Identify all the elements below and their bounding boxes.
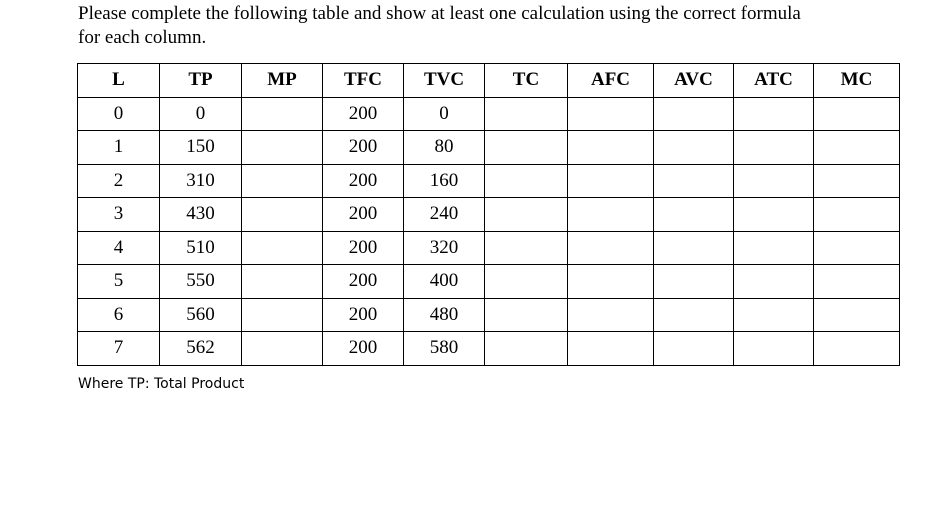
cell-atc[interactable]: [734, 131, 814, 165]
cell-tvc: 240: [404, 198, 485, 232]
cell-mp[interactable]: [242, 265, 323, 299]
cell-l: 2: [78, 164, 160, 198]
cell-mp[interactable]: [242, 131, 323, 165]
table-row: [78, 97, 900, 131]
cell-l: 7: [78, 332, 160, 366]
cell-avc[interactable]: [654, 198, 734, 232]
cell-mc[interactable]: [814, 231, 900, 265]
cell-tfc: 200: [323, 198, 404, 232]
cell-avc[interactable]: [654, 164, 734, 198]
cell-mc[interactable]: [814, 298, 900, 332]
header-MC: MC: [814, 64, 900, 98]
cell-atc[interactable]: [734, 231, 814, 265]
table-row: [78, 198, 900, 232]
header-TC: TC: [485, 64, 568, 98]
cell-tp: 310: [160, 164, 242, 198]
cell-tp: 0: [160, 97, 242, 131]
cell-tp: 430: [160, 198, 242, 232]
cell-tfc: 200: [323, 332, 404, 366]
cell-atc[interactable]: [734, 265, 814, 299]
cell-mp[interactable]: [242, 198, 323, 232]
cell-avc[interactable]: [654, 298, 734, 332]
cell-l: 0: [78, 97, 160, 131]
cell-tfc: 200: [323, 164, 404, 198]
cell-tfc: 200: [323, 231, 404, 265]
cell-mc[interactable]: [814, 97, 900, 131]
cell-mp[interactable]: [242, 231, 323, 265]
cell-tvc: 0: [404, 97, 485, 131]
cell-tfc: 200: [323, 97, 404, 131]
cell-tvc: 580: [404, 332, 485, 366]
cell-tfc: 200: [323, 298, 404, 332]
header-L: L: [78, 64, 160, 98]
cell-mc[interactable]: [814, 164, 900, 198]
cell-tp: 510: [160, 231, 242, 265]
cell-l: 3: [78, 198, 160, 232]
cell-tp: 550: [160, 265, 242, 299]
cell-tc[interactable]: [485, 97, 568, 131]
table-row: [78, 131, 900, 165]
cell-afc[interactable]: [568, 265, 654, 299]
instructions-line-1: Please complete the following table and show at least one calculation using the correct formula: [78, 3, 801, 24]
cell-tp: 560: [160, 298, 242, 332]
cell-l: 6: [78, 298, 160, 332]
cell-tp: 562: [160, 332, 242, 366]
cell-avc[interactable]: [654, 131, 734, 165]
cell-tvc: 160: [404, 164, 485, 198]
cell-tfc: 200: [323, 265, 404, 299]
header-TFC: TFC: [323, 64, 404, 98]
cell-l: 5: [78, 265, 160, 299]
cell-atc[interactable]: [734, 198, 814, 232]
header-TP: TP: [160, 64, 242, 98]
cell-mp[interactable]: [242, 164, 323, 198]
cell-mc[interactable]: [814, 265, 900, 299]
cell-atc[interactable]: [734, 298, 814, 332]
cell-afc[interactable]: [568, 332, 654, 366]
cell-atc[interactable]: [734, 97, 814, 131]
cell-mp[interactable]: [242, 332, 323, 366]
cell-mc[interactable]: [814, 131, 900, 165]
cell-avc[interactable]: [654, 265, 734, 299]
header-MP: MP: [242, 64, 323, 98]
table-row: [78, 231, 900, 265]
cell-tp: 150: [160, 131, 242, 165]
table-row: [78, 164, 900, 198]
instructions-text: [78, 2, 898, 50]
cell-afc[interactable]: [568, 298, 654, 332]
cell-tvc: 80: [404, 131, 485, 165]
table-body: [78, 97, 900, 365]
cell-avc[interactable]: [654, 231, 734, 265]
cell-tvc: 480: [404, 298, 485, 332]
cell-tc[interactable]: [485, 131, 568, 165]
header-AFC: AFC: [568, 64, 654, 98]
cell-mc[interactable]: [814, 198, 900, 232]
cell-avc[interactable]: [654, 97, 734, 131]
table-row: [78, 298, 900, 332]
instructions-line-2: for each column.: [78, 27, 207, 48]
cell-tc[interactable]: [485, 265, 568, 299]
cell-afc[interactable]: [568, 198, 654, 232]
cell-l: 1: [78, 131, 160, 165]
cell-tc[interactable]: [485, 332, 568, 366]
cell-afc[interactable]: [568, 164, 654, 198]
cell-avc[interactable]: [654, 332, 734, 366]
cell-atc[interactable]: [734, 164, 814, 198]
cell-afc[interactable]: [568, 131, 654, 165]
cell-tc[interactable]: [485, 164, 568, 198]
cell-afc[interactable]: [568, 97, 654, 131]
cell-atc[interactable]: [734, 332, 814, 366]
cell-mp[interactable]: [242, 298, 323, 332]
cell-tfc: 200: [323, 131, 404, 165]
cell-tc[interactable]: [485, 231, 568, 265]
table-row: [78, 332, 900, 366]
cell-mp[interactable]: [242, 97, 323, 131]
cell-tc[interactable]: [485, 298, 568, 332]
cell-l: 4: [78, 231, 160, 265]
header-AVC: AVC: [654, 64, 734, 98]
cell-tvc: 320: [404, 231, 485, 265]
table-row: [78, 265, 900, 299]
cost-table: [77, 63, 900, 366]
table-header-row: [78, 64, 900, 98]
cell-tc[interactable]: [485, 198, 568, 232]
cell-tvc: 400: [404, 265, 485, 299]
cell-mc[interactable]: [814, 332, 900, 366]
header-ATC: ATC: [734, 64, 814, 98]
cell-afc[interactable]: [568, 231, 654, 265]
footnote: Where TP: Total Product: [78, 376, 245, 392]
header-TVC: TVC: [404, 64, 485, 98]
